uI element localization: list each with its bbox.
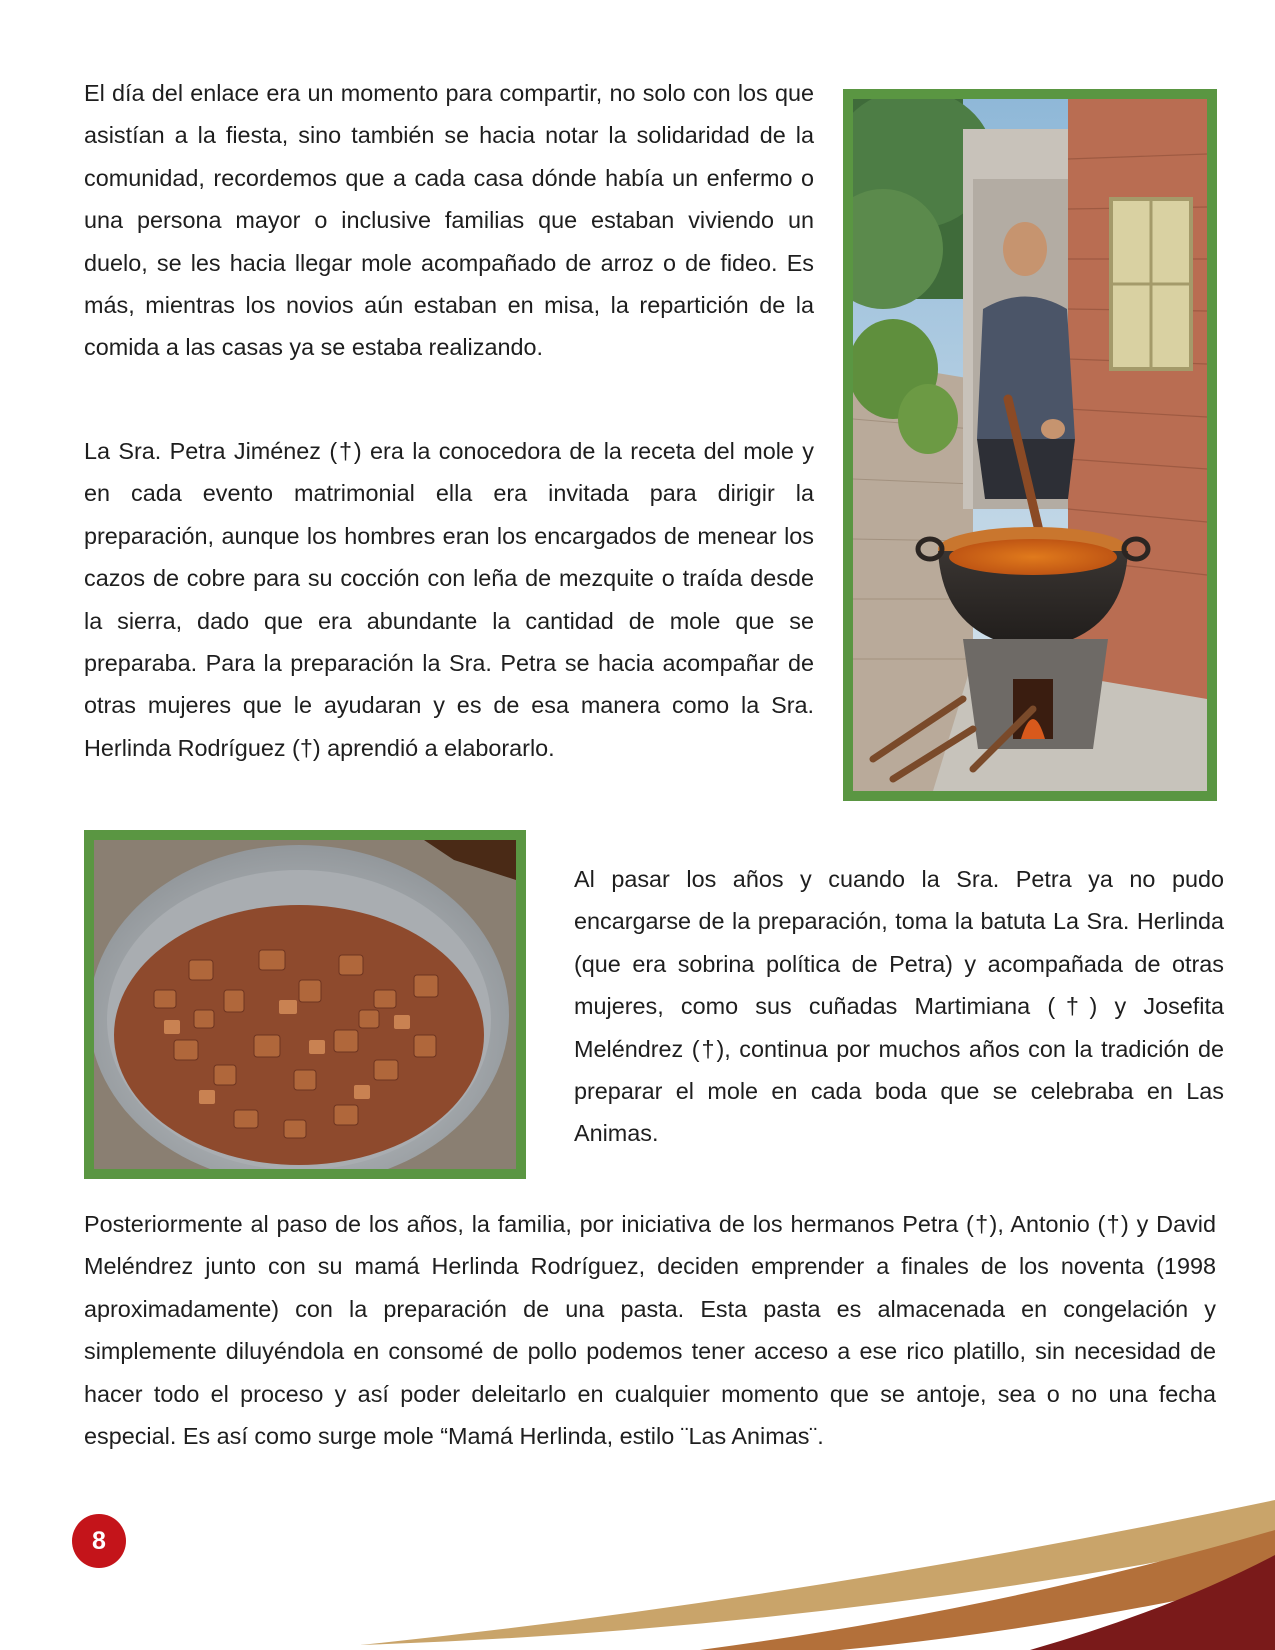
paragraph-wedding-day: El día del enlace era un momento para compartir, no solo con los que asistían a la fiesta, sino también se hacia notar la solidaridad de la comunidad, recordemos que a cada casa dónde había un enfermo o una persona mayor o inclusive familias que estaban viviendo un duelo, se les hacia llegar mole acompañado de arroz o de fideo. Es más, mientras los novios aún estaban en misa, la repartición de la comida a las casas ya se estaba realizando. — [84, 80, 814, 361]
paragraph-mole-paste-origin: Posteriormente al paso de los años, la familia, por iniciativa de los hermanos Petra (†), Antonio (†) y David Meléndrez junto con su mamá Herlinda Rodríguez, deciden emprender a finales de los noventa (1998 aproximadamente) con la preparación de una pasta. Esta pasta es almacenada en congelación y simplemente diluyéndola en consomé de pollo podemos tener acceso a ese rico platillo, sin necesidad de hacer todo el proceso y así poder deleitarlo en cualquier momento que se antoje, sea o no una fecha especial. Es así como surge mole “Mamá Herlinda, estilo ¨Las Animas¨. — [84, 1211, 1216, 1450]
footer-decorative-swoosh — [0, 1500, 1275, 1650]
photo-mole-ingredients-tub — [84, 830, 526, 1179]
toasted-bread-tub-illustration — [94, 840, 516, 1169]
photo-man-stirring-mole — [843, 89, 1217, 801]
paragraph-herlinda-tradition: Al pasar los años y cuando la Sra. Petra ya no pudo encargarse de la preparación, toma la batuta La Sra. Herlinda (que era sobrina política de Petra) y acompañada de otras mujeres, como sus cuñadas Martimiana (†) y Josefita Meléndrez (†), continua por muchos años con la tradición de preparar el mole en cada boda que se celebraba en Las Animas. — [574, 866, 1224, 1147]
paragraph-petra-recipe: La Sra. Petra Jiménez (†) era la conocedora de la receta del mole y en cada evento matrimonial ella era invitada para dirigir la preparación, aunque los hombres eran los encargados de menear los cazos de cobre para su cocción con leña de mezquite o traída desde la sierra, dado que era abundante la cantidad de mole que se preparaba. Para la preparación la Sra. Petra se hacia acompañar de otras mujeres que le ayudaran y es de esa manera como la Sra. Herlinda Rodríguez (†) aprendió a elaborarlo. — [84, 438, 814, 761]
page-number-badge: 8 — [72, 1514, 126, 1568]
mole-cooking-illustration — [853, 99, 1207, 791]
